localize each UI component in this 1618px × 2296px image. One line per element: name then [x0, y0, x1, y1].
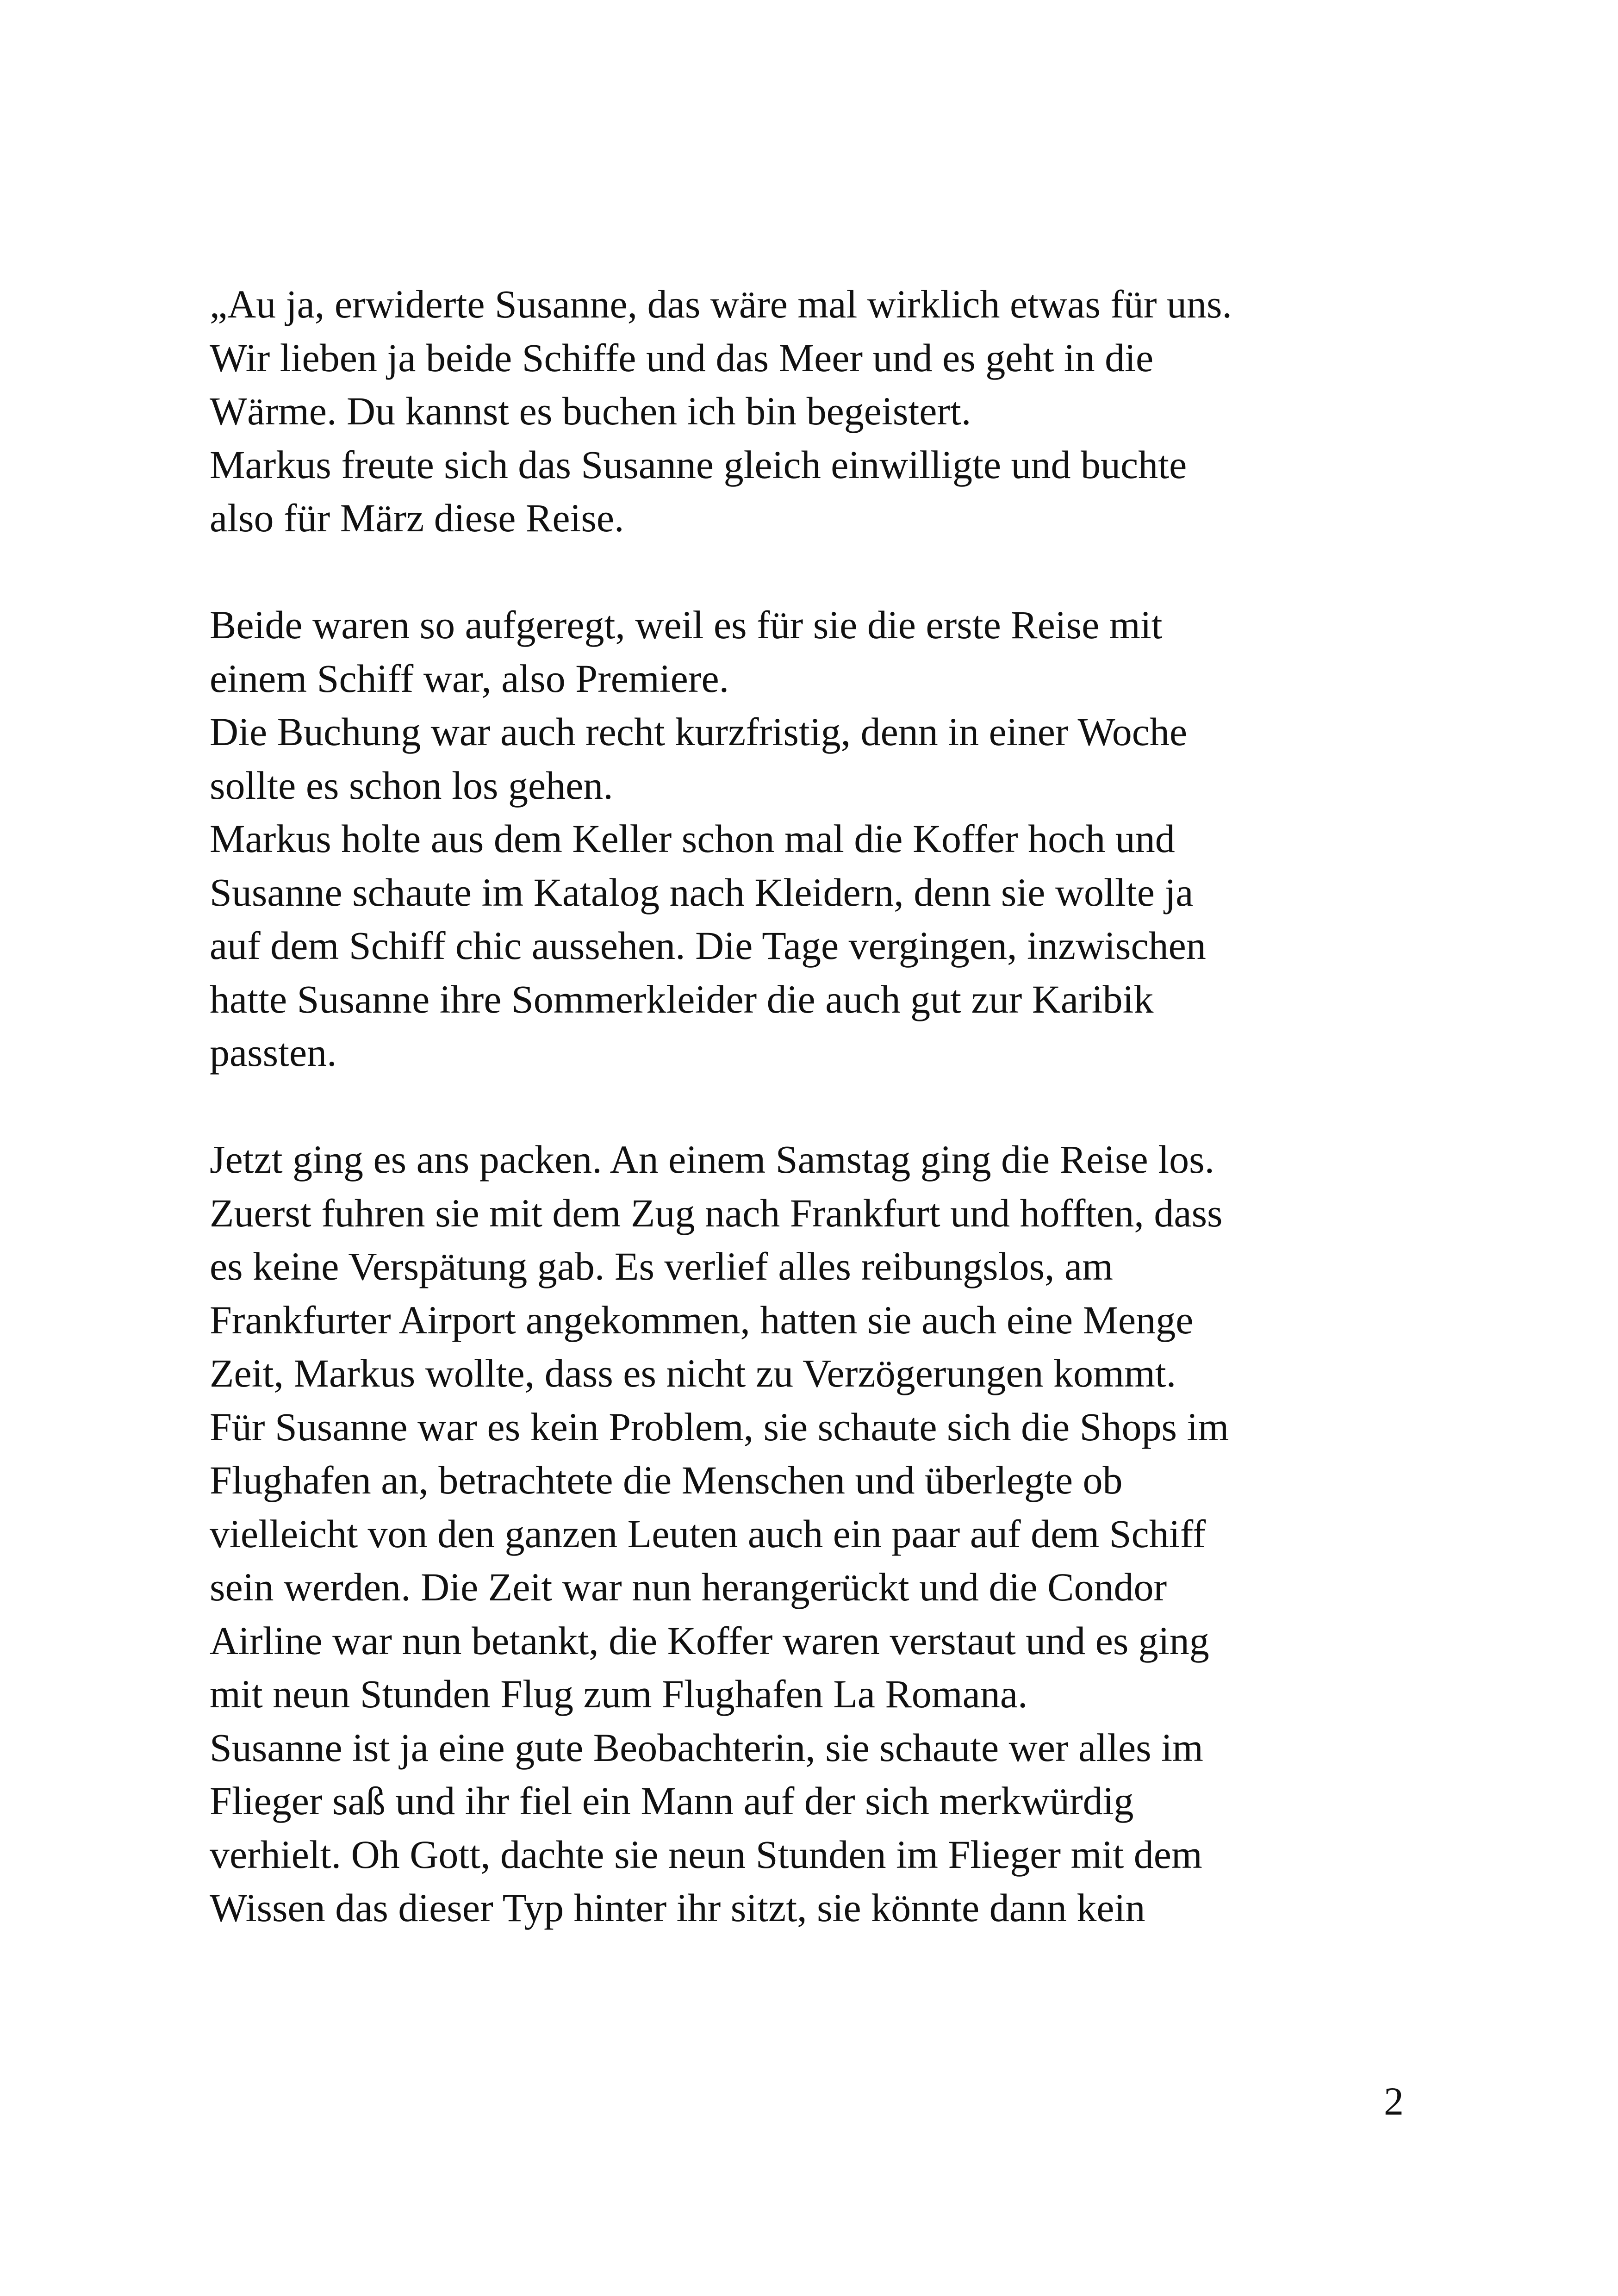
paragraph-spacer — [210, 545, 1459, 599]
text-line: Susanne schaute im Katalog nach Kleidern, denn sie wollte ja — [210, 870, 1194, 915]
paragraph — [210, 598, 1459, 1080]
text-line: auf dem Schiff chic aussehen. Die Tage vergingen, inzwischen — [210, 923, 1206, 968]
text-line: mit neun Stunden Flug zum Flughafen La Romana. — [210, 1672, 1028, 1716]
text-line: Beide waren so aufgeregt, weil es für sie die erste Reise mit — [210, 603, 1163, 647]
text-line: passten. — [210, 1030, 337, 1075]
text-line: Wärme. Du kannst es buchen ich bin begeistert. — [210, 389, 971, 433]
text-line: sollte es schon los gehen. — [210, 763, 613, 808]
text-line: Airline war nun betankt, die Koffer waren verstaut und es ging — [210, 1618, 1209, 1663]
text-line: Markus holte aus dem Keller schon mal die Koffer hoch und — [210, 816, 1175, 861]
paragraph — [210, 278, 1459, 545]
text-line: Die Buchung war auch recht kurzfristig, denn in einer Woche — [210, 709, 1188, 754]
text-line: Frankfurter Airport angekommen, hatten sie auch eine Menge — [210, 1297, 1194, 1342]
text-line: also für März diese Reise. — [210, 496, 624, 540]
text-line: Zeit, Markus wollte, dass es nicht zu Verzögerungen kommt. — [210, 1351, 1176, 1395]
text-line: vielleicht von den ganzen Leuten auch ein paar auf dem Schiff — [210, 1511, 1206, 1556]
paragraph-spacer — [210, 1080, 1459, 1133]
text-line: Markus freute sich das Susanne gleich einwilligte und buchte — [210, 442, 1187, 487]
text-line: sein werden. Die Zeit war nun herangerückt und die Condor — [210, 1565, 1167, 1609]
text-line: Susanne ist ja eine gute Beobachterin, sie schaute wer alles im — [210, 1725, 1203, 1770]
text-line: verhielt. Oh Gott, dachte sie neun Stunden im Flieger mit dem — [210, 1832, 1202, 1877]
paragraph — [210, 1133, 1459, 1935]
text-line: hatte Susanne ihre Sommerkleider die auch gut zur Karibik — [210, 977, 1154, 1021]
text-line: einem Schiff war, also Premiere. — [210, 656, 729, 701]
text-line: Flieger saß und ihr fiel ein Mann auf der sich merkwürdig — [210, 1779, 1134, 1823]
text-line: „Au ja, erwiderte Susanne, das wäre mal wirklich etwas für uns. — [210, 282, 1232, 326]
text-line: Zuerst fuhren sie mit dem Zug nach Frankfurt und hofften, dass — [210, 1190, 1223, 1235]
text-line: es keine Verspätung gab. Es verlief alles reibungslos, am — [210, 1244, 1114, 1288]
text-line: Wir lieben ja beide Schiffe und das Meer und es geht in die — [210, 335, 1154, 380]
body-text — [210, 278, 1459, 1935]
text-line: Für Susanne war es kein Problem, sie schaute sich die Shops im — [210, 1404, 1229, 1449]
text-line: Flughafen an, betrachtete die Menschen und überlegte ob — [210, 1458, 1123, 1502]
text-line: Wissen das dieser Typ hinter ihr sitzt, sie könnte dann kein — [210, 1885, 1145, 1930]
text-line: Jetzt ging es ans packen. An einem Samstag ging die Reise los. — [210, 1137, 1215, 1182]
page-number: 2 — [1384, 2079, 1404, 2123]
